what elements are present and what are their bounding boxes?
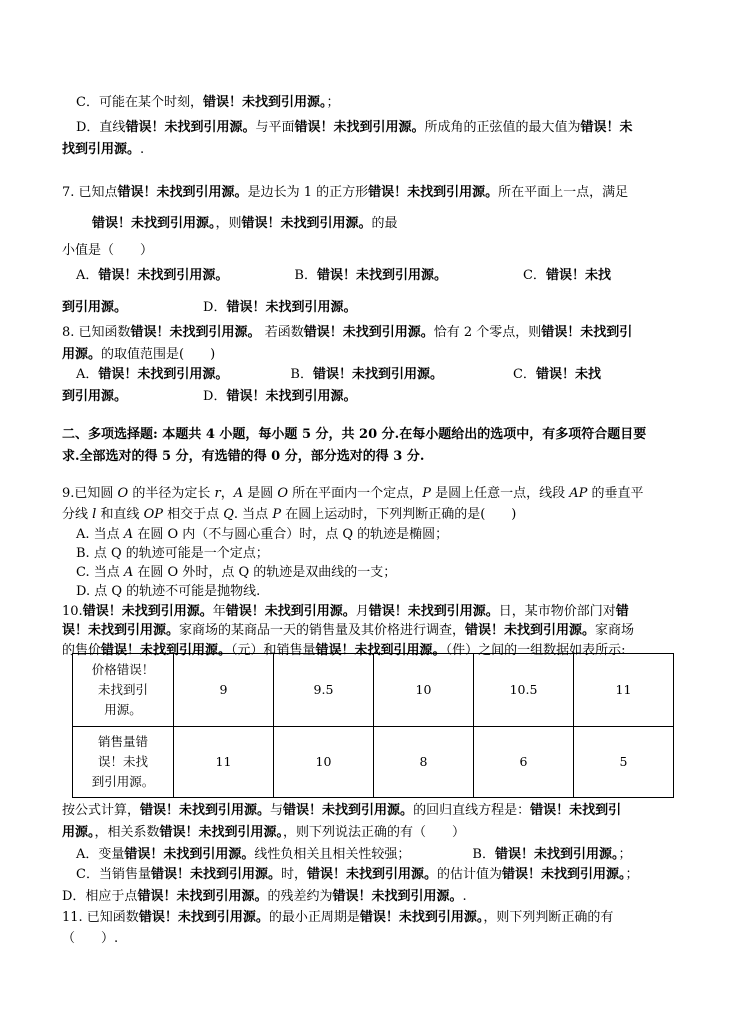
ref-error: 错误！未找到引用源。 [98, 367, 229, 382]
ref-error: 错误！未找到引用源。 [137, 889, 268, 904]
question-10-stem-2: 误！未找到引用源。家商场的某商品一天的销售量及其价格进行调查，错误！未找到引用源。家商场 [62, 623, 635, 638]
option-label: D． [203, 300, 227, 315]
ref-error: 错误！未找到引用源。 [150, 867, 281, 882]
var: AP [569, 486, 588, 501]
table-row [73, 727, 674, 798]
question-7-stem-end [62, 240, 153, 262]
ref-error: 错误！未找到引用源。 [124, 847, 255, 862]
var: P [422, 486, 431, 501]
question-10-formula: 按公式计算，错误！未找到引用源。与错误！未找到引用源。的回归直线方程是：错误！未找到引 [62, 803, 622, 818]
question-8-options-d [62, 386, 356, 408]
text: D．直线 [76, 120, 126, 135]
ref-error: 错误！未找到引 [530, 803, 622, 818]
ref-error: 错误！未找到引用源。 [226, 300, 357, 315]
ref-error: 错误！未找 [535, 367, 601, 382]
ref-error: 错误！未找到引用源。 [312, 367, 443, 382]
table-cell: 11 [574, 654, 674, 727]
ref-error: 错误！未 [580, 120, 633, 135]
var: Q [223, 507, 234, 522]
option-c-line [76, 92, 339, 114]
ref-error: 用源。 [62, 347, 102, 362]
ref-error: 错误！未找到引用源。 [465, 623, 596, 638]
question-8-stem [62, 322, 632, 344]
question-10-options-ab: A．变量错误！未找到引用源。线性负相关且相关性较强； B．错误！未找到引用源。； [76, 847, 632, 862]
ref-error: 错误！未找到引用源。 [359, 910, 484, 925]
ref-error: 错误！未找到引用源。 [502, 867, 626, 882]
ref-error: 错误！未找到引用源。 [316, 268, 447, 283]
text: 求.全部选对的得 5 分，有选错的得 0 分，部分选对的得 3 分. [62, 449, 425, 464]
section-2-heading [62, 424, 646, 446]
question-8-options-abc [76, 364, 601, 386]
ref-error: 错误！未找到引用源。 [226, 389, 357, 404]
text: 所成角的正弦值的最大值为 [424, 120, 581, 135]
text: 的取值范围是( ) [101, 347, 216, 362]
ref-error: 错误！未找到引用源。 [101, 643, 232, 658]
option-d-line [76, 117, 633, 139]
price-sales-table [72, 653, 674, 798]
ref-error: 错误！未找到引用源。 [294, 120, 425, 135]
question-9-option-b: B. 点 Q 的轨迹可能是一个定点； [76, 546, 269, 561]
question-7-condition [92, 213, 398, 235]
question-10-option-c: C．当销售量错误！未找到引用源。时，错误！未找到引用源。的估计值为错误！未找到引用源。； [76, 867, 639, 882]
table-cell: 6 [474, 727, 574, 798]
ref-error: 错误！未找到引用源。 [82, 604, 213, 619]
question-11-stem-end: （ ）. [62, 931, 119, 946]
ref-error: 用源。 [62, 825, 95, 840]
option-label: C． [522, 268, 546, 283]
var: r [214, 486, 221, 501]
table-cell: 5 [574, 727, 674, 798]
question-9-option-a: A. 当点 A 在圆 O 内（不与圆心重合）时，点 Q 的轨迹是椭圆； [76, 527, 449, 542]
question-7-options-abc [76, 265, 611, 287]
table-cell: 9.5 [274, 654, 374, 727]
option-label: D． [203, 389, 227, 404]
ref-error: 误！未找到引用源。 [62, 623, 180, 638]
ref-error: 错误！未找到引用源。 [92, 216, 216, 231]
ref-error: 错误！未找到引用源。 [306, 867, 437, 882]
option-label: A． [76, 367, 99, 382]
var: A [233, 486, 244, 501]
row-header-price: 价格错误！ 未找到引 用源。 [73, 654, 174, 727]
table-cell: 11 [174, 727, 274, 798]
text: 的最 [371, 216, 398, 231]
ref-error: 错误！未找到引用源。 [494, 847, 619, 862]
ref-error: 错误！未找到引用源。 [138, 910, 269, 925]
ref-error: 错误！未找到引 [541, 325, 633, 340]
text: 是边长为 1 的正方形 [247, 185, 369, 200]
question-11-stem: 11. 已知函数错误！未找到引用源。的最小正周期是错误！未找到引用源。，则下列判断正确的有 [62, 910, 614, 925]
question-10-formula-cont: 用源。，相关系数错误！未找到引用源。，则下列说法正确的有（ ） [62, 825, 466, 840]
question-7-stem [62, 182, 628, 204]
ref-error: 错误！未找到引用源。 [130, 325, 261, 340]
ref-error: 错误！未找到引用源。 [332, 889, 463, 904]
ref-error: 错误！未找到引用源。 [98, 268, 229, 283]
option-label: C． [512, 367, 536, 382]
text: 与平面 [255, 120, 295, 135]
ref-error: 错误！未找到引用源。 [117, 185, 248, 200]
ref-error: 错误！未找到引用源。 [159, 825, 284, 840]
text: . [140, 142, 145, 157]
text: 若函数 [260, 325, 304, 340]
option-d-line-cont [62, 139, 144, 161]
ref-error: 错误！未找到引用源。 [225, 604, 356, 619]
ref-error: 找到引用源。 [62, 142, 141, 157]
text: 8. 已知函数 [62, 325, 131, 340]
var: A [123, 527, 134, 542]
ref-error: 错误！未找到引用源。 [140, 803, 271, 818]
question-10-option-d: D．相应于点错误！未找到引用源。的残差约为错误！未找到引用源。. [62, 889, 467, 904]
question-10-stem-3: 的售价错误！未找到引用源。（元）和销售量错误！未找到引用源。（件）之间的一组数据如表所示: [62, 643, 626, 658]
option-label: B． [290, 367, 313, 382]
option-label: A． [76, 268, 99, 283]
ref-error: 错误！未找到引用源。 [315, 643, 446, 658]
ref-error: 错误！未找到引用源。 [125, 120, 256, 135]
text: 二、多项选择题: 本题共 4 小题，每小题 5 分，共 20 分.在每小题给出的选项中，有多项符合题目要 [62, 427, 647, 442]
ref-error: 错误！未找 [545, 268, 611, 283]
question-9-stem-cont: 分线 l 和直线 OP 相交于点 Q. 当点 P 在圆上运动时，下列判断正确的是( ) [62, 507, 517, 522]
ref-error: 错误！未找到引用源。 [241, 216, 372, 231]
table-cell: 10 [374, 654, 474, 727]
question-7-options-d [62, 297, 356, 319]
ref-error: 错误！未找到引用源。 [368, 185, 499, 200]
section-2-heading-cont [62, 446, 424, 468]
var: O [117, 486, 129, 501]
table-row [73, 654, 674, 727]
text: 7. 已知点 [62, 185, 118, 200]
question-9-option-d: D. 点 Q 的轨迹不可能是抛物线. [76, 584, 261, 599]
option-label: B． [294, 268, 317, 283]
var: l [92, 507, 97, 522]
ref-error: 错误！未找到引用源。 [303, 325, 434, 340]
question-9-option-c: C. 当点 A 在圆 O 外时，点 Q 的轨迹是双曲线的一支； [76, 565, 397, 580]
ref-error: 错误！未找到引用源。 [368, 604, 499, 619]
table-cell: 10.5 [474, 654, 574, 727]
text: ，则 [215, 216, 242, 231]
text: ； [326, 95, 340, 110]
text: C．可能在某个时刻， [76, 95, 203, 110]
ref-error: 错误！未找到引用源。 [202, 95, 327, 110]
ref-error: 到引用源。 [62, 300, 128, 315]
question-8-stem-end [62, 344, 215, 366]
ref-error: 到引用源。 [62, 389, 128, 404]
text: 所在平面上一点，满足 [498, 185, 629, 200]
table-cell: 10 [274, 727, 374, 798]
row-header-sales: 销售量错 误！未找 到引用源。 [73, 727, 174, 798]
question-10-stem: 10.错误！未找到引用源。年错误！未找到引用源。月错误！未找到引用源。日，某市物价部门对错 [62, 604, 629, 619]
ref-error: 错误！未找到引用源。 [283, 803, 414, 818]
table-cell: 9 [174, 654, 274, 727]
var: A [123, 565, 134, 580]
table-cell: 8 [374, 727, 474, 798]
text: 恰有 2 个零点，则 [433, 325, 542, 340]
text: 小值是（ ） [62, 243, 154, 258]
question-9-stem: 9.已知圆 O 的半径为定长 r，A 是圆 O 所在平面内一个定点，P 是圆上任意一点，线段 AP 的垂直平 [62, 486, 644, 501]
var: OP [143, 507, 163, 522]
var: O [277, 486, 289, 501]
ref-error: 错 [615, 604, 629, 619]
var: P [272, 507, 282, 522]
